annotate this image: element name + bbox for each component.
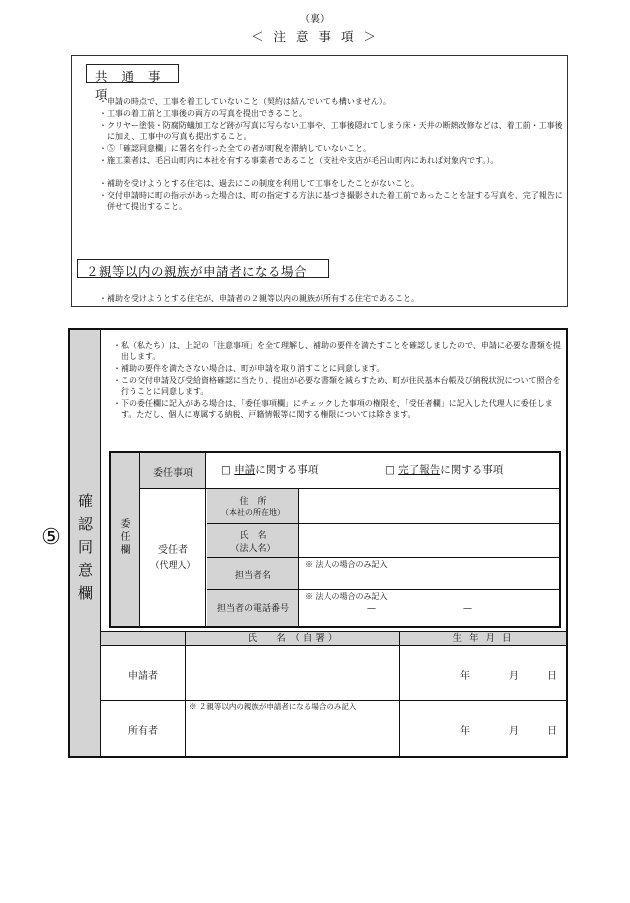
common-item: ・施工業者は、毛呂山町内に本社を有する事業者であること（支社や支店が毛呂山町内にあれば対象内です。）。 <box>99 156 499 165</box>
address-sub-label: （本社の所在地） <box>221 508 285 517</box>
address-input[interactable] <box>300 490 558 522</box>
signature-name-header: 氏 名 （ 自 署 ） <box>247 633 338 644</box>
contact-person-label: 担当者名 <box>234 571 271 581</box>
page-side-label: （裏） <box>300 14 330 25</box>
phone-dash: — <box>463 604 472 614</box>
confirm-item: ・補助の要件を満たさない場合は、町が申請を取り消すことに同意します。 <box>113 364 385 373</box>
owner-month: 月 <box>509 726 519 737</box>
checkbox-icon[interactable]: □ <box>221 464 231 476</box>
owner-note: ※ ２親等以内の親族が申請者になる場合のみ記入 <box>189 702 357 711</box>
delegation-side-label: 委任欄 <box>120 519 131 556</box>
option-completion-report[interactable] <box>385 462 503 477</box>
applicant-signature-input[interactable] <box>187 647 398 699</box>
checkbox-icon[interactable]: □ <box>385 464 395 476</box>
agent-name-input[interactable] <box>300 524 558 556</box>
agent-sub-label: （代理人） <box>150 561 196 571</box>
common-item: ・⑤「確認同意欄」に署名を行った全ての者が町税を滞納していないこと。 <box>99 144 371 153</box>
section-number-five: ⑤ <box>41 525 61 550</box>
relatives-section-title: ２親等以内の親族が申請者になる場合 <box>77 259 329 278</box>
confirm-label: 確認同意欄 <box>78 492 94 602</box>
contact-person-note: ※ 法人の場合のみ記入 <box>305 560 388 569</box>
contact-person-input[interactable] <box>300 558 558 588</box>
confirm-item: ・私（私たち）は、上記の「注意事項」を全て理解し、補助の要件を満たすことを確認しましたので、申請に必要な書類を提出します。 <box>113 341 561 361</box>
owner-label: 所有者 <box>128 726 158 737</box>
owner-year: 年 <box>460 726 470 737</box>
common-item: ・補助を受けようとする住宅は、過去にこの制度を利用して工事をしたことがないこと。 <box>99 179 419 188</box>
phone-dash: — <box>367 604 376 614</box>
option-completion-underlined: 完了報告 <box>398 464 441 476</box>
owner-signature-input[interactable] <box>187 713 398 755</box>
phone-label: 担当者の電話番号 <box>216 604 289 614</box>
option-completion-rest: に関する事項 <box>440 464 504 476</box>
confirm-items-list <box>113 340 563 432</box>
common-item: ・クリヤー塗装・防腐防蟻加工など跡が写真に写らない工事や、工事後隠れてしまう床・天井の断熱改修などは、着工前・工事後に加え、工事中の写真も提出すること。 <box>99 121 563 141</box>
page-title: ＜ 注 意 事 項 ＞ <box>251 29 379 44</box>
name-label: 氏 名 <box>239 531 267 541</box>
agent-label: 受任者 <box>158 545 188 556</box>
applicant-year: 年 <box>460 671 470 682</box>
relatives-item: ・補助を受けようとする住宅が、申請者の２親等以内の親族が所有する住宅であること。 <box>99 294 419 303</box>
phone-note: ※ 法人の場合のみ記入 <box>305 592 388 601</box>
option-application-rest: に関する事項 <box>255 464 319 476</box>
phone-input[interactable] <box>300 590 558 625</box>
common-section-title: 共 通 事 項 <box>86 64 179 83</box>
common-item: ・申請の時点で、工事を着工していないこと（契約は結んでいても構いません）。 <box>99 97 391 106</box>
address-label: 住 所 <box>239 497 267 507</box>
common-item: ・交付申請時に町の指示があった場合は、町の指定する方法に基づき撮影された着工前であったことを証する写真を、完了報告に併せて提出すること。 <box>99 191 563 211</box>
relatives-items-list <box>99 293 565 304</box>
confirm-item: ・この交付申請及び受給資格確認に当たり、提出が必要な書類を減らすため、町が住民基本台帳及び納税状況について照合を行うことに同意します。 <box>113 376 561 396</box>
common-items-list <box>99 96 565 213</box>
name-sub-label: （法人名） <box>230 544 276 554</box>
signature-dob-header: 生 年 月 日 <box>452 633 514 644</box>
applicant-label: 申請者 <box>128 671 158 682</box>
confirm-item: ・下の委任欄に記入がある場合は、「委任事項欄」にチェックした事項の権限を、「受任者欄」に記入した代理人に委任します。ただし、個人に専属する納税、戸籍情報等に関する権限については除きます。 <box>113 399 553 419</box>
owner-day: 日 <box>547 726 557 737</box>
matters-label: 委任事項 <box>153 468 193 479</box>
applicant-day: 日 <box>547 671 557 682</box>
common-item: ・工事の着工前と工事後の両方の写真を提出できること。 <box>99 109 307 118</box>
applicant-month: 月 <box>509 671 519 682</box>
option-application-underlined: 申請 <box>234 464 256 476</box>
option-application[interactable] <box>221 462 318 477</box>
